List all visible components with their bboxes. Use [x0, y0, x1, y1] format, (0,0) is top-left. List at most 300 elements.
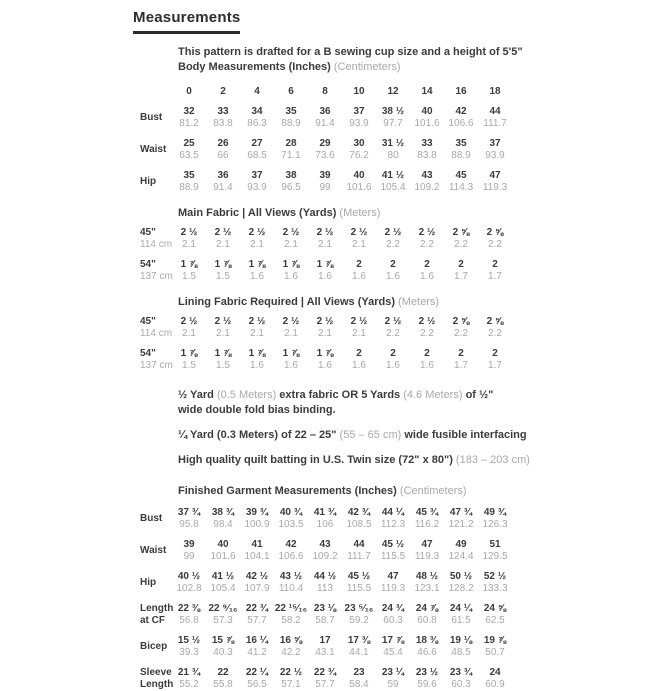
value-inches: 22 ⁹⁄₁₆ [208, 603, 238, 614]
value-inches: 2 [390, 348, 396, 359]
table-cell [240, 259, 274, 283]
table-row [138, 539, 650, 563]
value-cm: 1.7 [488, 360, 502, 371]
row-label: Bicep [140, 641, 168, 652]
value-inches: 36 [217, 170, 229, 181]
table-cell [206, 259, 240, 283]
value-cm: 97.7 [383, 118, 403, 129]
value-inches: 24 [489, 667, 501, 678]
table-cell [274, 539, 308, 563]
table-cell [240, 635, 274, 659]
value-cm: 40.3 [213, 647, 233, 658]
row-label: Hip [140, 577, 157, 588]
value-cm: 2.2 [420, 328, 434, 339]
note-metric-text: (183 – 203 cm) [455, 454, 530, 466]
value-inches: 25 [183, 138, 195, 149]
value-cm: 93.9 [247, 182, 267, 193]
value-inches: 15 ½ [177, 635, 201, 646]
value-cm: 109.2 [414, 182, 440, 193]
cup-size-note: This pattern is drafted for a B sewing cup size and a height of 5'5" [178, 46, 523, 58]
table-cell [206, 227, 240, 251]
value-inches: 2 ⅝ [486, 316, 504, 327]
value-inches: 47 [489, 170, 501, 181]
table-cell [172, 348, 206, 372]
value-inches: 39 [183, 539, 195, 550]
table-cell [240, 571, 274, 595]
value-cm: 111.7 [483, 118, 507, 129]
table-cell [240, 227, 274, 251]
value-cm: 1.7 [454, 271, 468, 282]
value-cm: 57.7 [247, 615, 267, 626]
value-inches: 19 ⅞ [483, 635, 507, 646]
value-cm: 63.5 [179, 150, 199, 161]
row-label: 54" 137 cm [140, 348, 173, 371]
value-cm: 1.6 [250, 271, 264, 282]
value-inches: 39 ¾ [245, 507, 269, 518]
heading-sub: (Meters) [339, 207, 381, 219]
value-cm: 2.2 [454, 328, 468, 339]
value-inches: 35 [455, 138, 467, 149]
value-cm: 1.7 [454, 360, 468, 371]
value-cm: 73.6 [315, 150, 335, 161]
value-inches: 16 ¼ [245, 635, 269, 646]
table-cell [410, 603, 444, 627]
note-paragraph [178, 453, 530, 468]
value-cm: 2.1 [352, 328, 366, 339]
value-inches: 2 ½ [180, 227, 198, 238]
size-column-header: 12 [387, 86, 399, 97]
value-cm: 55.8 [213, 679, 233, 690]
value-inches: 2 [424, 348, 430, 359]
table-cell [342, 667, 376, 691]
value-inches: 44 [489, 106, 501, 117]
value-cm: 1.6 [318, 360, 332, 371]
table-cell [172, 603, 206, 627]
table-cell [172, 635, 206, 659]
value-inches: 19 ⅛ [449, 635, 473, 646]
value-cm: 2.2 [488, 328, 502, 339]
value-cm: 111.7 [347, 551, 371, 562]
value-inches: 18 ⅜ [415, 635, 439, 646]
table-cell [376, 348, 410, 372]
value-cm: 2.1 [352, 239, 366, 250]
value-inches: 24 ¼ [449, 603, 473, 614]
value-cm: 59 [387, 679, 399, 690]
value-cm: 1.5 [182, 360, 196, 371]
lining-fabric-heading [178, 295, 650, 310]
table-cell [206, 635, 240, 659]
table-row [138, 507, 650, 531]
table-row [138, 227, 650, 251]
value-inches: 43 ½ [279, 571, 303, 582]
table-cell [444, 170, 478, 194]
value-cm: 58.7 [315, 615, 335, 626]
table-cell [376, 539, 410, 563]
value-inches: 2 ½ [418, 316, 436, 327]
table-cell [342, 348, 376, 372]
value-cm: 98.4 [213, 519, 233, 530]
value-inches: 2 ½ [384, 316, 402, 327]
table-cell [274, 603, 308, 627]
value-inches: 22 ¾ [245, 603, 269, 614]
heading-main: Lining Fabric Required | All Views (Yards) [178, 296, 396, 308]
table-row [138, 667, 650, 691]
value-cm: 104.1 [244, 551, 270, 562]
value-inches: 41 [251, 539, 263, 550]
value-inches: 44 [353, 539, 365, 550]
table-cell [274, 571, 308, 595]
table-cell [172, 539, 206, 563]
value-inches: 21 ¾ [177, 667, 201, 678]
table-cell [444, 571, 478, 595]
value-inches: 2 ½ [282, 227, 300, 238]
table-cell [240, 603, 274, 627]
value-cm: 83.8 [213, 118, 233, 129]
value-cm: 57.1 [281, 679, 301, 690]
value-cm: 112.3 [380, 519, 406, 530]
value-cm: 2.1 [182, 239, 196, 250]
value-cm: 105.4 [210, 583, 236, 594]
value-inches: 22 ¼ [245, 667, 269, 678]
value-cm: 57.3 [213, 615, 233, 626]
value-inches: 1 ⅞ [214, 348, 232, 359]
value-inches: 22 ½ [279, 667, 303, 678]
table-row [138, 348, 650, 372]
row-sublabel: 137 cm [140, 271, 173, 282]
value-cm: 106.6 [448, 118, 474, 129]
table-cell [376, 170, 410, 194]
value-cm: 101.6 [210, 551, 236, 562]
value-inches: 35 [183, 170, 195, 181]
table-cell [274, 316, 308, 340]
value-inches: 2 ½ [214, 227, 232, 238]
value-cm: 1.6 [284, 271, 298, 282]
table-cell [206, 138, 240, 162]
value-cm: 105.4 [380, 182, 406, 193]
value-cm: 1.6 [352, 271, 366, 282]
table-cell [410, 635, 444, 659]
note-text: ½ Yard [178, 389, 217, 401]
value-inches: 22 [217, 667, 229, 678]
value-cm: 2.1 [182, 328, 196, 339]
table-row [138, 571, 650, 595]
value-inches: 37 ¾ [177, 507, 201, 518]
table-cell [240, 348, 274, 372]
size-column-header: 18 [489, 86, 501, 97]
value-inches: 23 ¼ [381, 667, 405, 678]
table-cell [308, 635, 342, 659]
value-inches: 2 [356, 259, 362, 270]
table-row [138, 259, 650, 283]
value-cm: 2.1 [216, 328, 230, 339]
value-cm: 56.5 [247, 679, 267, 690]
value-cm: 48.5 [451, 647, 471, 658]
value-inches: 30 [353, 138, 365, 149]
value-inches: 1 ⅞ [214, 259, 232, 270]
table-cell [274, 259, 308, 283]
value-cm: 1.7 [488, 271, 502, 282]
value-inches: 28 [285, 138, 297, 149]
value-cm: 121.2 [448, 519, 474, 530]
value-cm: 2.2 [420, 239, 434, 250]
row-label: 45" 114 cm [140, 316, 173, 339]
value-cm: 2.1 [250, 239, 264, 250]
value-inches: 42 ½ [245, 571, 269, 582]
value-inches: 33 [421, 138, 433, 149]
value-inches: 38 ½ [381, 106, 405, 117]
value-cm: 83.8 [417, 150, 437, 161]
table-cell [240, 667, 274, 691]
value-inches: 37 [251, 170, 263, 181]
table-cell [206, 667, 240, 691]
value-cm: 1.6 [352, 360, 366, 371]
size-column-header: 10 [353, 86, 365, 97]
value-inches: 2 ½ [248, 316, 266, 327]
value-inches: 2 [492, 259, 498, 270]
value-cm: 102.8 [176, 583, 202, 594]
value-inches: 41 ½ [211, 571, 235, 582]
note-paragraph [178, 428, 527, 443]
value-cm: 133.3 [482, 583, 508, 594]
value-cm: 114.3 [448, 182, 474, 193]
value-cm: 91.4 [213, 182, 233, 193]
value-inches: 45 ¾ [415, 507, 439, 518]
value-cm: 95.8 [179, 519, 199, 530]
row-sublabel: 137 cm [140, 360, 173, 371]
value-inches: 1 ⅞ [316, 259, 334, 270]
table-cell [444, 259, 478, 283]
main-fabric-heading [178, 206, 650, 221]
value-cm: 99 [319, 182, 331, 193]
note-metric-text: (4.6 Meters) [403, 389, 463, 401]
value-cm: 107.9 [244, 583, 270, 594]
table-cell [308, 507, 342, 531]
table-cell [172, 316, 206, 340]
table-cell [274, 227, 308, 251]
row-label: Waist [140, 545, 167, 556]
value-cm: 113 [317, 583, 333, 594]
value-inches: 2 [390, 259, 396, 270]
value-cm: 57.7 [315, 679, 335, 690]
value-cm: 100.9 [244, 519, 270, 530]
table-cell [410, 348, 444, 372]
row-sublabel: 114 cm [140, 328, 173, 339]
value-cm: 1.5 [216, 360, 230, 371]
value-inches: 43 [421, 170, 433, 181]
table-cell [240, 316, 274, 340]
value-cm: 1.6 [386, 360, 400, 371]
value-inches: 23 ⁵⁄₁₆ [344, 603, 374, 614]
value-inches: 1 ⅞ [316, 348, 334, 359]
table-cell [308, 259, 342, 283]
value-inches: 2 [424, 259, 430, 270]
value-inches: 31 ½ [381, 138, 405, 149]
value-inches: 1 ⅞ [180, 259, 198, 270]
value-cm: 44.1 [349, 647, 369, 658]
value-inches: 39 [319, 170, 331, 181]
value-inches: 23 ⅛ [313, 603, 337, 614]
size-column-header: 0 [186, 86, 192, 97]
value-inches: 1 ⅞ [282, 259, 300, 270]
value-inches: 2 [492, 348, 498, 359]
value-inches: 2 ½ [316, 316, 334, 327]
value-cm: 96.5 [281, 182, 301, 193]
value-inches: 1 ⅞ [248, 348, 266, 359]
value-cm: 43.1 [315, 647, 335, 658]
table-cell [342, 635, 376, 659]
value-cm: 108.5 [346, 519, 372, 530]
table-cell [444, 348, 478, 372]
value-inches: 47 [387, 571, 399, 582]
value-inches: 2 ½ [316, 227, 334, 238]
value-cm: 88.9 [451, 150, 471, 161]
row-sublabel: 114 cm [140, 239, 173, 250]
table-cell [240, 539, 274, 563]
value-inches: 15 ⅞ [211, 635, 235, 646]
table-cell [478, 571, 512, 595]
value-cm: 106 [316, 519, 334, 530]
table-cell [206, 316, 240, 340]
table-cell [410, 539, 444, 563]
row-label: 45" 114 cm [140, 227, 173, 250]
table-cell [410, 507, 444, 531]
row-label: Hip [140, 176, 157, 187]
table-cell [376, 507, 410, 531]
table-cell [478, 227, 512, 251]
table-row [138, 138, 650, 162]
value-inches: 40 [353, 170, 365, 181]
value-cm: 2.2 [386, 328, 400, 339]
value-inches: 24 ⅞ [415, 603, 439, 614]
value-inches: 38 [285, 170, 297, 181]
value-cm: 76.2 [349, 150, 369, 161]
value-cm: 56.8 [179, 615, 199, 626]
table-cell [410, 106, 444, 130]
table-cell [172, 227, 206, 251]
finished-garment-table [138, 507, 650, 691]
table-cell [410, 170, 444, 194]
table-cell [308, 316, 342, 340]
size-column-header: 16 [455, 86, 467, 97]
value-cm: 88.9 [179, 182, 199, 193]
row-label: Length at CF [140, 603, 174, 626]
value-cm: 109.2 [312, 551, 338, 562]
table-cell [410, 571, 444, 595]
value-inches: 24 ¾ [381, 603, 405, 614]
table-cell [410, 667, 444, 691]
value-inches: 17 ⅞ [381, 635, 405, 646]
table-cell [172, 667, 206, 691]
value-cm: 119.3 [380, 583, 406, 594]
note-text: extra fabric OR 5 Yards [276, 389, 404, 401]
value-inches: 52 ½ [483, 571, 507, 582]
value-cm: 60.8 [417, 615, 437, 626]
value-inches: 41 ¾ [313, 507, 337, 518]
size-column-header: 8 [322, 86, 328, 97]
value-cm: 1.6 [284, 360, 298, 371]
size-column-header: 14 [421, 86, 433, 97]
note-text: wide fusible interfacing [401, 429, 527, 441]
value-inches: 2 ½ [180, 316, 198, 327]
body-measurements-heading [178, 60, 650, 75]
table-cell [274, 170, 308, 194]
table-cell [376, 138, 410, 162]
value-cm: 61.5 [451, 615, 471, 626]
value-cm: 62.5 [485, 615, 505, 626]
value-inches: 40 [421, 106, 433, 117]
row-label: Bust [140, 513, 163, 524]
value-cm: 88.9 [281, 118, 301, 129]
row-label: 54" 137 cm [140, 259, 173, 282]
value-cm: 66 [217, 150, 229, 161]
value-cm: 81.2 [179, 118, 199, 129]
table-cell [342, 138, 376, 162]
size-column-header: 2 [220, 86, 226, 97]
table-cell [274, 635, 308, 659]
value-inches: 1 ⅞ [180, 348, 198, 359]
finished-garment-heading [178, 484, 650, 499]
lining-fabric-table [138, 316, 650, 372]
table-cell [342, 259, 376, 283]
value-cm: 2.1 [216, 239, 230, 250]
table-cell [342, 227, 376, 251]
value-inches: 26 [217, 138, 229, 149]
table-cell [206, 106, 240, 130]
table-cell [172, 259, 206, 283]
value-inches: 38 ¾ [211, 507, 235, 518]
note-metric-text: (0.5 Meters) [216, 389, 277, 401]
value-inches: 47 [421, 539, 433, 550]
value-cm: 2.2 [386, 239, 400, 250]
table-cell [410, 227, 444, 251]
table-cell [478, 259, 512, 283]
table-cell [342, 603, 376, 627]
value-cm: 106.6 [278, 551, 304, 562]
heading-main: Body Measurements (Inches) [178, 61, 331, 73]
value-inches: 37 [489, 138, 501, 149]
value-cm: 2.2 [454, 239, 468, 250]
table-cell [206, 539, 240, 563]
value-inches: 2 ⅝ [486, 227, 504, 238]
value-inches: 27 [251, 138, 263, 149]
table-cell [274, 106, 308, 130]
table-cell [172, 571, 206, 595]
value-inches: 23 [353, 667, 365, 678]
table-cell [308, 170, 342, 194]
table-row [138, 603, 650, 627]
table-cell [444, 507, 478, 531]
value-cm: 1.5 [216, 271, 230, 282]
value-cm: 2.1 [284, 239, 298, 250]
value-inches: 23 ¾ [449, 667, 473, 678]
value-inches: 34 [251, 106, 263, 117]
value-cm: 116.2 [414, 519, 440, 530]
table-cell [308, 106, 342, 130]
value-cm: 60.3 [451, 679, 471, 690]
table-cell [342, 316, 376, 340]
note-text: High quality quilt batting in U.S. Twin size (72" x 80") [178, 454, 456, 466]
value-cm: 50.7 [485, 647, 505, 658]
value-cm: 39.3 [179, 647, 199, 658]
table-cell [444, 316, 478, 340]
value-cm: 60.3 [383, 615, 403, 626]
value-cm: 2.1 [318, 239, 332, 250]
value-cm: 2.1 [284, 328, 298, 339]
value-cm: 101.6 [346, 182, 372, 193]
size-column-header: 6 [288, 86, 294, 97]
table-cell [308, 539, 342, 563]
table-cell [342, 507, 376, 531]
